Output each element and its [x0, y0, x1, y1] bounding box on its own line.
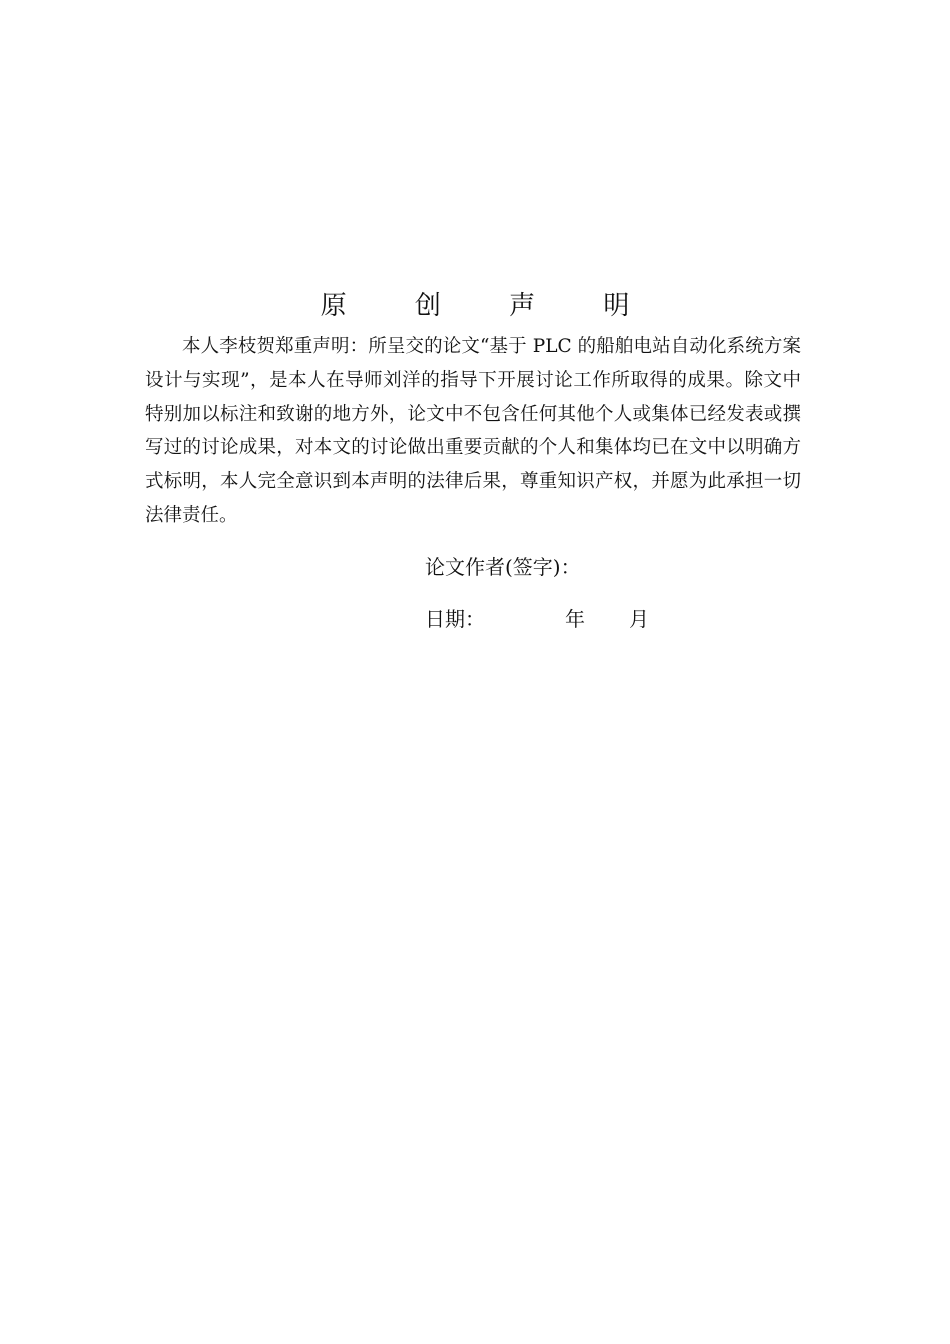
declaration-body: [145, 330, 801, 533]
page-title: 原 创 声 明: [320, 291, 660, 321]
year-label: 年: [565, 607, 585, 631]
date-line: [425, 604, 649, 634]
date-label: 日期：: [425, 607, 485, 631]
author-signature-label: 论文作者(签字)：: [425, 555, 581, 579]
month-label: 月: [629, 607, 649, 631]
declaration-paragraph: 本人李枝贺郑重声明：所呈交的论文“基于 PLC 的船舶电站自动化系统方案设计与实现”，是本人在导师刘洋的指导下开展讨论工作所取得的成果。除文中特别加以标注和致谢的地方外，论文中不包含任何其他个人或集体已经发表或撰写过的讨论成果，对本文的讨论做出重要贡献的个人和集体均已在文中以明确方式标明，本人完全意识到本声明的法律后果，尊重知识产权，并愿为此承担一切法律责任。: [145, 336, 801, 526]
author-signature-line: [425, 552, 581, 582]
